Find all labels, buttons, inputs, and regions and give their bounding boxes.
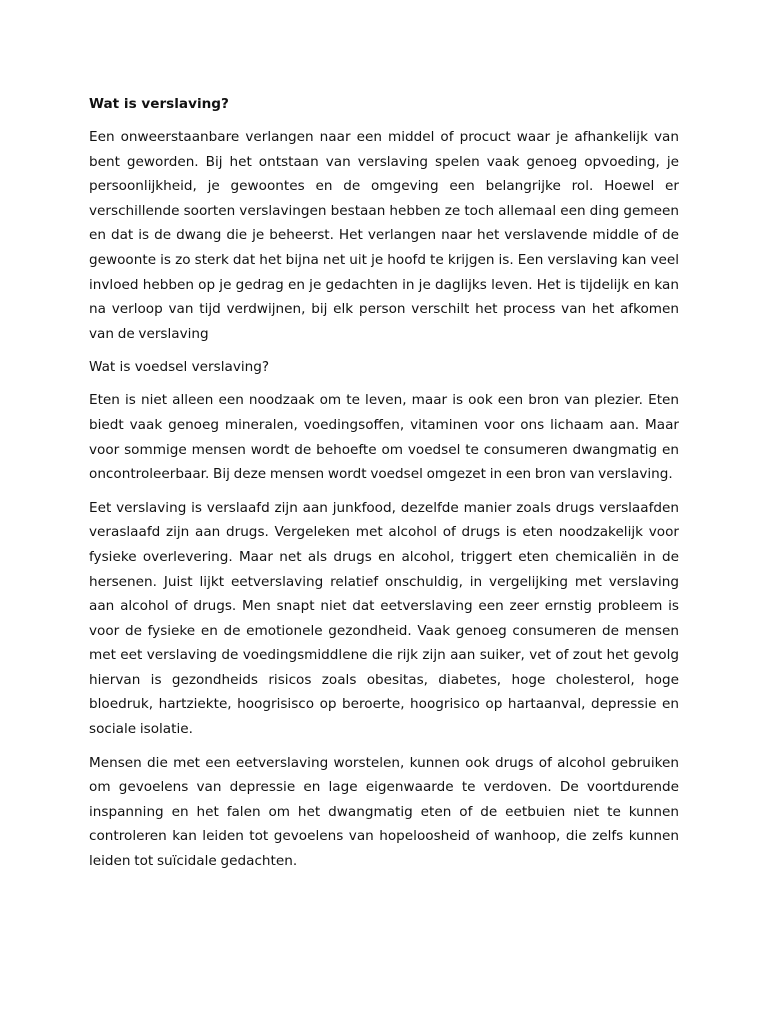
paragraph-eet-verslaving: Eet verslaving is verslaafd zijn aan junkfood, dezelfde manier zoals drugs verslaafden veraslaafd zijn aan drugs. Vergeleken met alcohol of drugs is eten noodzakelijk voor fysieke overlevering. Maar net als drugs en alcohol, triggert eten chemicaliën in de hersenen. Juist lijkt eetverslaving relatief onschuldig, in vergelijking met verslaving aan alcohol of drugs. Men snapt niet dat eetverslaving een zeer ernstig probleem is voor de fysieke en de emotionele gezondheid. Vaak genoeg consumeren de mensen met eet verslaving de voedingsmiddlene die rijk zijn aan suiker, vet of zout het gevolg hiervan is gezondheids risicos zoals obesitas, diabetes, hoge cholesterol, hoge bloedruk, hartziekte, hoogrisisco op beroerte, hoogrisico op hartaanval, depressie en sociale isolatie. xyxy=(89,499,679,738)
paragraph-eten-plezier: Eten is niet alleen een noodzaak om te leven, maar is ook een bron van plezier. Eten biedt vaak genoeg mineralen, voedingsoffen, vitaminen voor ons lichaam aan. Maar voor sommige mensen wordt de behoefte om voedsel te consumeren dwangmatig en oncontroleerbaar. Bij deze mensen wordt voedsel omgezet in een bron van verslaving. xyxy=(89,392,679,483)
document-body xyxy=(89,92,679,883)
heading-wat-is-voedsel-verslaving: Wat is voedsel verslaving? xyxy=(89,359,270,376)
paragraph-verslaving-definitie: Een onweerstaanbare verlangen naar een middel of procuct waar je afhankelijk van bent geworden. Bij het ontstaan van verslaving spelen vaak genoeg opvoeding, je persoonlijkheid, je gewoontes en de omgeving een belangrijke rol. Hoewel er verschillende soorten verslavingen bestaan hebben ze toch allemaal een ding gemeen en dat is de dwang die je beheerst. Het verlangen naar het verslavende middle of de gewoonte is zo sterk dat het bijna net uit je hoofd te krijgen is. Een verslaving kan veel invloed hebben op je gedrag en je gedachten in je daglijks leven. Het is tijdelijk en kan na verloop van tijd verdwijnen, bij elk person verschilt het process van het afkomen van de verslaving xyxy=(89,129,679,342)
heading-wat-is-verslaving: Wat is verslaving? xyxy=(89,96,229,112)
paragraph-gevolgen: Mensen die met een eetverslaving worstelen, kunnen ook drugs of alcohol gebruiken om gevoelens van depressie en lage eigenwaarde te verdoven. De voortdurende inspanning en het falen om het dwangmatig eten of de eetbuien niet te kunnen controleren kan leiden tot gevoelens van hopeloosheid of wanhoop, die zelfs kunnen leiden tot suïcidale gedachten. xyxy=(89,754,679,870)
